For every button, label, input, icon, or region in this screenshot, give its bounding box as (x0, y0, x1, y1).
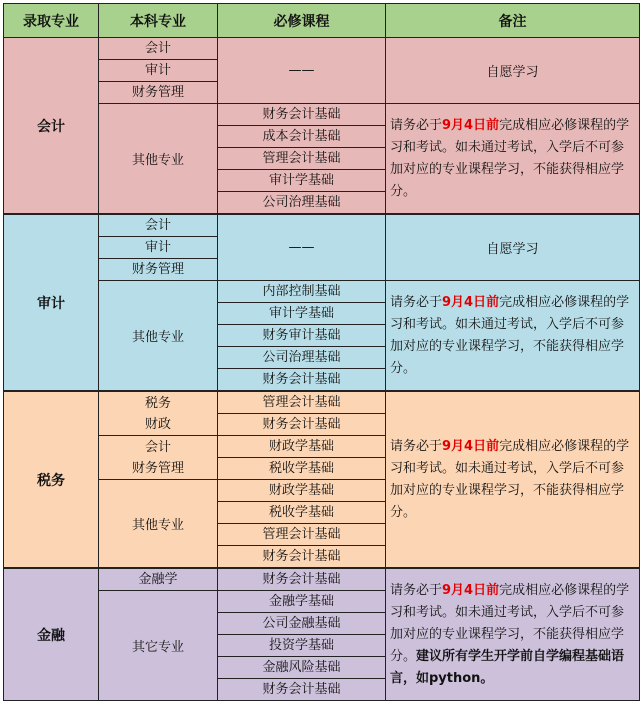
course-item: 财务会计基础 (218, 568, 386, 591)
major-finance: 金融 (4, 568, 99, 701)
remark-text-before: 请务必于 (390, 438, 443, 454)
course-item: 审计学基础 (218, 170, 386, 192)
remark-deadline (386, 104, 640, 215)
undergrad-item: 会计 (99, 38, 218, 60)
course-item: 公司治理基础 (218, 347, 386, 369)
course-item: 财务会计基础 (218, 104, 386, 126)
course-item: 财务会计基础 (218, 369, 386, 392)
requirements-table (3, 3, 640, 701)
major-audit: 审计 (4, 214, 99, 391)
course-item: 财政学基础 (218, 480, 386, 502)
remark-voluntary: 自愿学习 (386, 38, 640, 104)
remark-deadline (386, 281, 640, 392)
undergrad-item: 审计 (99, 60, 218, 82)
header-row (4, 4, 640, 38)
remark-text-after: 完成相应必修课程的学习和考试。如未通过考试，入学后不可参加对应的专业课程学习，不能获得相应学分。 (390, 438, 630, 520)
undergrad-item: 会计 (144, 439, 171, 455)
header-admitted-major: 录取专业 (4, 4, 99, 38)
remark-text-before: 请务必于 (390, 117, 443, 133)
remark-text-after: 完成相应必修课程的学习和考试。如未通过考试，入学后不可参加对应的专业课程学习，不能获得相应学分。 (390, 582, 630, 664)
undergrad-other: 其他专业 (99, 480, 218, 569)
course-item: 金融风险基础 (218, 657, 386, 679)
required-course-none: —— (218, 38, 386, 104)
course-item: 财务会计基础 (218, 546, 386, 569)
course-item: 财务会计基础 (218, 679, 386, 701)
course-item: 管理会计基础 (218, 391, 386, 414)
undergrad-item: 财政 (144, 416, 171, 432)
course-item: 金融学基础 (218, 591, 386, 613)
remark-text-after: 完成相应必修课程的学习和考试。如未通过考试，入学后不可参加对应的专业课程学习，不能获得相应学分。 (390, 117, 630, 199)
course-item: 税收学基础 (218, 502, 386, 524)
undergrad-item: 税务 (144, 395, 171, 411)
header-required-courses: 必修课程 (218, 4, 386, 38)
undergrad-group (99, 391, 218, 436)
undergrad-item: 财务管理 (99, 259, 218, 281)
course-item: 投资学基础 (218, 635, 386, 657)
undergrad-item: 金融学 (99, 568, 218, 591)
course-item: 公司治理基础 (218, 192, 386, 215)
major-accounting: 会计 (4, 38, 99, 215)
course-item: 财务会计基础 (218, 414, 386, 436)
remark-voluntary: 自愿学习 (386, 214, 640, 281)
header-remarks: 备注 (386, 4, 640, 38)
course-item: 税收学基础 (218, 458, 386, 480)
course-item: 财政学基础 (218, 436, 386, 458)
undergrad-item: 财务管理 (99, 82, 218, 104)
remark-text-before: 请务必于 (390, 582, 443, 598)
remark-deadline (386, 391, 640, 568)
course-item: 内部控制基础 (218, 281, 386, 303)
required-course-none: —— (218, 214, 386, 281)
header-undergrad-major: 本科专业 (99, 4, 218, 38)
undergrad-other: 其他专业 (99, 281, 218, 392)
course-item: 公司金融基础 (218, 613, 386, 635)
remark-date: 9月4日前 (442, 117, 500, 133)
undergrad-item: 财务管理 (131, 460, 184, 476)
undergrad-group (99, 436, 218, 480)
remark-date: 9月4日前 (442, 438, 500, 454)
course-item: 管理会计基础 (218, 148, 386, 170)
remark-date: 9月4日前 (442, 294, 500, 310)
course-item: 管理会计基础 (218, 524, 386, 546)
course-item: 财务审计基础 (218, 325, 386, 347)
undergrad-other: 其他专业 (99, 104, 218, 215)
remark-date: 9月4日前 (442, 582, 500, 598)
course-item: 成本会计基础 (218, 126, 386, 148)
remark-python-advice: 建议所有学生开学前自学编程基础语言，如python。 (390, 648, 625, 686)
remark-text-after: 完成相应必修课程的学习和考试。如未通过考试，入学后不可参加对应的专业课程学习，不能获得相应学分。 (390, 294, 630, 376)
major-tax: 税务 (4, 391, 99, 568)
remark-deadline (386, 568, 640, 701)
undergrad-item: 审计 (99, 237, 218, 259)
undergrad-item: 会计 (99, 214, 218, 237)
undergrad-other: 其它专业 (99, 591, 218, 701)
course-item: 审计学基础 (218, 303, 386, 325)
remark-text-before: 请务必于 (390, 294, 443, 310)
